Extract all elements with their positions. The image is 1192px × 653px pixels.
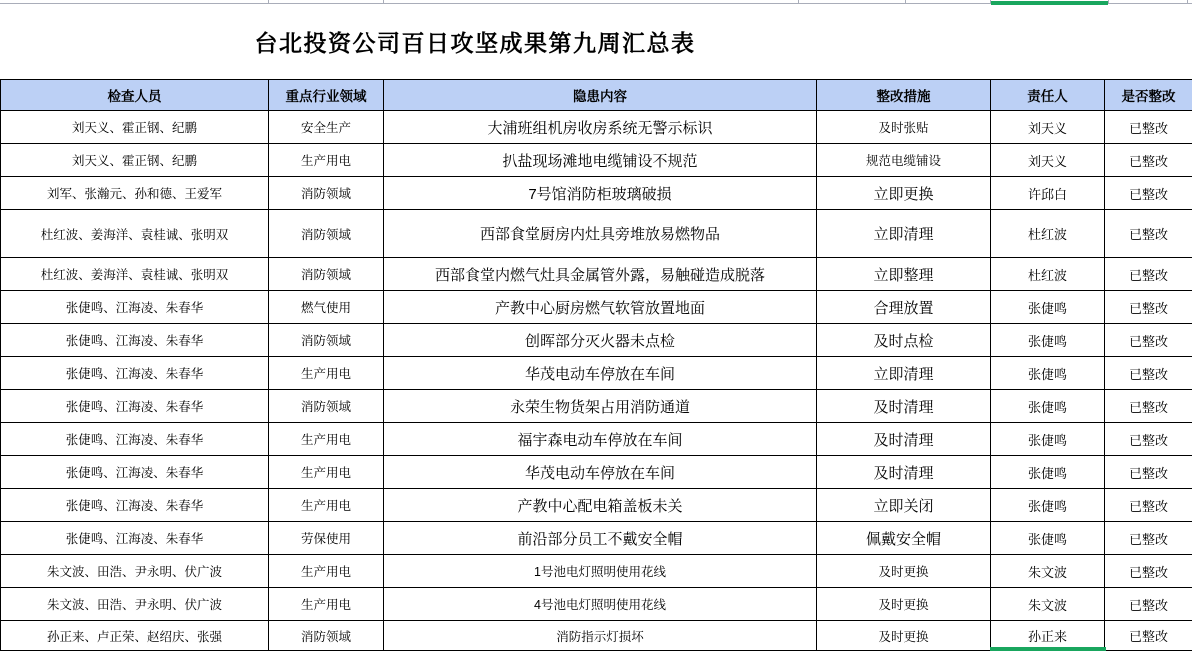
cell-hazard[interactable]: 永荣生物货架占用消防通道 xyxy=(384,390,817,423)
sheet-gridline-stub xyxy=(1187,0,1188,4)
cell-field[interactable]: 燃气使用 xyxy=(269,291,384,324)
cell-hazard[interactable]: 7号馆消防柜玻璃破损 xyxy=(384,177,817,210)
cell-measure[interactable]: 合理放置 xyxy=(817,291,991,324)
table-row xyxy=(1,489,1192,522)
cell-status[interactable]: 已整改 xyxy=(1105,621,1192,651)
cell-inspectors[interactable]: 张倢鸣、江海凌、朱春华 xyxy=(1,324,269,357)
cell-measure[interactable]: 规范电缆铺设 xyxy=(817,144,991,177)
cell-owner[interactable]: 张倢鸣 xyxy=(991,489,1105,522)
cell-status[interactable]: 已整改 xyxy=(1105,144,1192,177)
cell-measure[interactable]: 立即清理 xyxy=(817,210,991,258)
cell-owner[interactable]: 张倢鸣 xyxy=(991,357,1105,390)
selection-indicator-top xyxy=(991,1,1108,5)
cell-field[interactable]: 生产用电 xyxy=(269,489,384,522)
table-body xyxy=(1,111,1192,651)
cell-hazard[interactable]: 消防指示灯损坏 xyxy=(384,621,817,651)
cell-inspectors[interactable]: 孙正来、卢正荣、赵绍庆、张强 xyxy=(1,621,269,651)
cell-field[interactable]: 生产用电 xyxy=(269,555,384,588)
header-hazard[interactable]: 隐患内容 xyxy=(384,80,817,111)
cell-status[interactable]: 已整改 xyxy=(1105,258,1192,291)
cell-field[interactable]: 消防领域 xyxy=(269,324,384,357)
cell-owner[interactable]: 张倢鸣 xyxy=(991,390,1105,423)
cell-field[interactable]: 消防领域 xyxy=(269,621,384,651)
table-row xyxy=(1,144,1192,177)
cell-owner[interactable]: 刘天义 xyxy=(991,144,1105,177)
cell-hazard[interactable]: 创晖部分灭火器未点检 xyxy=(384,324,817,357)
cell-field[interactable]: 消防领域 xyxy=(269,258,384,291)
cell-status[interactable]: 已整改 xyxy=(1105,588,1192,621)
cell-inspectors[interactable]: 朱文波、田浩、尹永明、伏广波 xyxy=(1,555,269,588)
cell-owner[interactable]: 许邱白 xyxy=(991,177,1105,210)
cell-measure[interactable]: 及时清理 xyxy=(817,423,991,456)
header-measure[interactable]: 整改措施 xyxy=(817,80,991,111)
cell-inspectors[interactable]: 刘天义、霍正钢、纪鹏 xyxy=(1,111,269,144)
cell-hazard[interactable]: 华茂电动车停放在车间 xyxy=(384,357,817,390)
page-title: 台北投资公司百日攻坚成果第九周汇总表 xyxy=(254,30,696,56)
cell-owner[interactable]: 孙正来 xyxy=(991,621,1105,651)
table-row xyxy=(1,522,1192,555)
cell-status[interactable]: 已整改 xyxy=(1105,522,1192,555)
table-row xyxy=(1,210,1192,258)
cell-inspectors[interactable]: 张倢鸣、江海凌、朱春华 xyxy=(1,522,269,555)
cell-field[interactable]: 生产用电 xyxy=(269,456,384,489)
cell-field[interactable]: 生产用电 xyxy=(269,144,384,177)
cell-inspectors[interactable]: 刘军、张瀚元、孙和德、王爱军 xyxy=(1,177,269,210)
cell-hazard[interactable]: 前沿部分员工不戴安全帽 xyxy=(384,522,817,555)
table-row xyxy=(1,291,1192,324)
cell-status[interactable]: 已整改 xyxy=(1105,489,1192,522)
cell-field[interactable]: 消防领域 xyxy=(269,390,384,423)
table-row xyxy=(1,423,1192,456)
cell-owner[interactable]: 刘天义 xyxy=(991,111,1105,144)
cell-field[interactable]: 生产用电 xyxy=(269,588,384,621)
cell-owner[interactable]: 杜红波 xyxy=(991,210,1105,258)
cell-inspectors[interactable]: 刘天义、霍正钢、纪鹏 xyxy=(1,144,269,177)
table-row xyxy=(1,111,1192,144)
cell-inspectors[interactable]: 杜红波、姜海洋、袁桂诚、张明双 xyxy=(1,258,269,291)
table-row xyxy=(1,357,1192,390)
summary-table xyxy=(0,79,1192,651)
cell-status[interactable]: 已整改 xyxy=(1105,324,1192,357)
cell-owner[interactable]: 张倢鸣 xyxy=(991,423,1105,456)
cell-status[interactable]: 已整改 xyxy=(1105,390,1192,423)
cell-hazard[interactable]: 西部食堂内燃气灶具金属管外露，易触碰造成脱落 xyxy=(384,258,817,291)
cell-inspectors[interactable]: 张倢鸣、江海凌、朱春华 xyxy=(1,489,269,522)
cell-measure[interactable]: 及时点检 xyxy=(817,324,991,357)
cell-measure[interactable]: 佩戴安全帽 xyxy=(817,522,991,555)
cell-measure[interactable]: 立即清理 xyxy=(817,357,991,390)
cell-status[interactable]: 已整改 xyxy=(1105,357,1192,390)
cell-status[interactable]: 已整改 xyxy=(1105,111,1192,144)
cell-inspectors[interactable]: 张倢鸣、江海凌、朱春华 xyxy=(1,390,269,423)
cell-inspectors[interactable]: 张倢鸣、江海凌、朱春华 xyxy=(1,456,269,489)
cell-measure[interactable]: 立即更换 xyxy=(817,177,991,210)
cell-owner[interactable]: 张倢鸣 xyxy=(991,522,1105,555)
selection-indicator-bottom xyxy=(990,647,1106,651)
cell-owner[interactable]: 杜红波 xyxy=(991,258,1105,291)
cell-owner[interactable]: 张倢鸣 xyxy=(991,291,1105,324)
cell-owner[interactable]: 朱文波 xyxy=(991,588,1105,621)
table-row xyxy=(1,390,1192,423)
cell-owner[interactable]: 张倢鸣 xyxy=(991,456,1105,489)
cell-hazard[interactable]: 福宇森电动车停放在车间 xyxy=(384,423,817,456)
header-row xyxy=(1,80,1192,111)
header-owner[interactable]: 责任人 xyxy=(991,80,1105,111)
cell-owner[interactable]: 朱文波 xyxy=(991,555,1105,588)
cell-measure[interactable]: 立即整理 xyxy=(817,258,991,291)
cell-measure[interactable]: 及时清理 xyxy=(817,390,991,423)
table-row xyxy=(1,588,1192,621)
cell-status[interactable]: 已整改 xyxy=(1105,456,1192,489)
cell-measure[interactable]: 及时清理 xyxy=(817,456,991,489)
title-cell[interactable] xyxy=(0,4,950,79)
cell-hazard[interactable]: 扒盐现场滩地电缆铺设不规范 xyxy=(384,144,817,177)
cell-status[interactable]: 已整改 xyxy=(1105,210,1192,258)
cell-field[interactable]: 生产用电 xyxy=(269,423,384,456)
table-row xyxy=(1,177,1192,210)
cell-field[interactable]: 安全生产 xyxy=(269,111,384,144)
cell-status[interactable]: 已整改 xyxy=(1105,423,1192,456)
cell-owner[interactable]: 张倢鸣 xyxy=(991,324,1105,357)
cell-measure[interactable]: 及时张贴 xyxy=(817,111,991,144)
cell-measure[interactable]: 及时更换 xyxy=(817,588,991,621)
cell-status[interactable]: 已整改 xyxy=(1105,177,1192,210)
cell-status[interactable]: 已整改 xyxy=(1105,291,1192,324)
cell-hazard[interactable]: 4号池电灯照明使用花线 xyxy=(384,588,817,621)
cell-measure[interactable]: 及时更换 xyxy=(817,555,991,588)
header-field[interactable]: 重点行业领域 xyxy=(269,80,384,111)
cell-field[interactable]: 消防领域 xyxy=(269,210,384,258)
table-row xyxy=(1,258,1192,291)
cell-inspectors[interactable]: 朱文波、田浩、尹永明、伏广波 xyxy=(1,588,269,621)
cell-measure[interactable]: 立即关闭 xyxy=(817,489,991,522)
table-row xyxy=(1,555,1192,588)
cell-hazard[interactable]: 产教中心配电箱盖板未关 xyxy=(384,489,817,522)
cell-hazard[interactable]: 华茂电动车停放在车间 xyxy=(384,456,817,489)
cell-inspectors[interactable]: 张倢鸣、江海凌、朱春华 xyxy=(1,423,269,456)
table-row xyxy=(1,324,1192,357)
table-row xyxy=(1,621,1192,651)
table-row xyxy=(1,456,1192,489)
cell-field[interactable]: 消防领域 xyxy=(269,177,384,210)
cell-hazard[interactable]: 产教中心厨房燃气软管放置地面 xyxy=(384,291,817,324)
cell-hazard[interactable]: 1号池电灯照明使用花线 xyxy=(384,555,817,588)
header-status[interactable]: 是否整改 xyxy=(1105,80,1192,111)
cell-hazard[interactable]: 西部食堂厨房内灶具旁堆放易燃物品 xyxy=(384,210,817,258)
sheet-gridline-stub xyxy=(1108,0,1109,4)
cell-hazard[interactable]: 大浦班组机房收房系统无警示标识 xyxy=(384,111,817,144)
cell-inspectors[interactable]: 张倢鸣、江海凌、朱春华 xyxy=(1,291,269,324)
header-inspectors[interactable]: 检查人员 xyxy=(1,80,269,111)
cell-field[interactable]: 劳保使用 xyxy=(269,522,384,555)
cell-status[interactable]: 已整改 xyxy=(1105,555,1192,588)
cell-inspectors[interactable]: 杜红波、姜海洋、袁桂诚、张明双 xyxy=(1,210,269,258)
cell-inspectors[interactable]: 张倢鸣、江海凌、朱春华 xyxy=(1,357,269,390)
cell-measure[interactable]: 及时更换 xyxy=(817,621,991,651)
cell-field[interactable]: 生产用电 xyxy=(269,357,384,390)
